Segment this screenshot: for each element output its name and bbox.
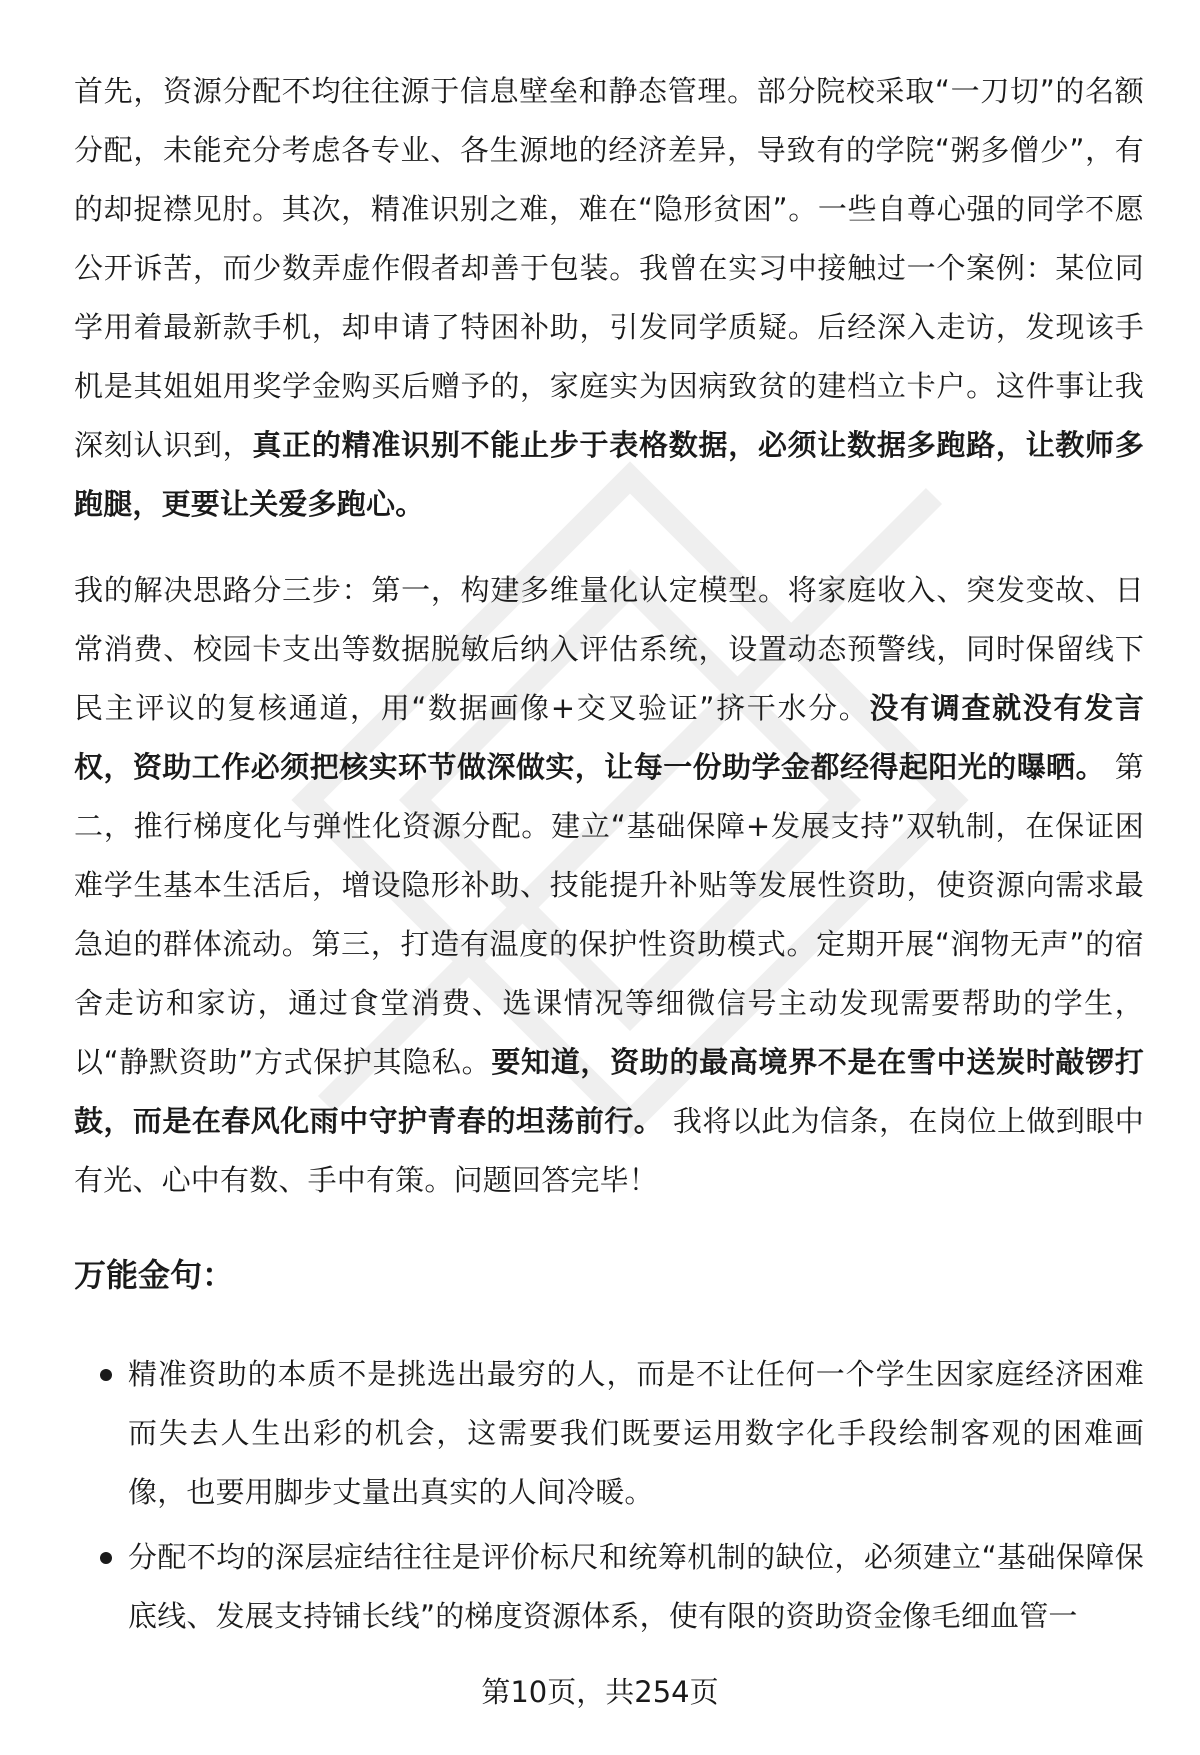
list-item — [74, 1528, 1144, 1646]
paragraph-2 — [74, 561, 1144, 1210]
emphasis-text: 没有调查就没有发言权，资助工作必须把核实环节做深做实，让每一份助学金都经得起阳光的曝晒。 — [74, 691, 1144, 784]
bullet-icon — [100, 1552, 112, 1564]
quote-text: 精准资助的本质不是挑选出最穷的人，而是不让任何一个学生因家庭经济困难而失去人生出彩的机会，这需要我们既要运用数字化手段绘制客观的困难画像，也要用脚步丈量出真实的人间冷暖。 — [128, 1357, 1144, 1509]
body-text: 我的解决思路分三步：第一，构建多维量化认定模型。将家庭收入、突发变故、日常消费、校园卡支出等数据脱敏后纳入评估系统，设置动态预警线，同时保留线下民主评议的复核通道，用“数据画像+交叉验证”挤干水分。 — [74, 573, 1144, 725]
section-heading: 万能金句： — [74, 1256, 235, 1294]
quote-text: 分配不均的深层症结往往是评价标尺和统筹机制的缺位，必须建立“基础保障保底线、发展支持铺长线”的梯度资源体系，使有限的资助资金像毛细血管一 — [128, 1540, 1144, 1633]
bullet-icon — [100, 1369, 112, 1381]
body-text: 首先，资源分配不均往往源于信息壁垒和静态管理。部分院校采取“一刀切”的名额分配，未能充分考虑各专业、各生源地的经济差异，导致有的学院“粥多僧少”，有的却捉襟见肘。其次，精准识别之难，难在“隐形贫困”。一些自尊心强的同学不愿公开诉苦，而少数弄虚作假者却善于包装。我曾在实习中接触过一个案例：某位同学用着最新款手机，却申请了特困补助，引发同学质疑。后经深入走访，发现该手机是其姐姐用奖学金购买后赠予的，家庭实为因病致贫的建档立卡户。这件事让我深刻认识到， — [74, 74, 1144, 462]
page-number: 第10页，共254页 — [481, 1675, 719, 1709]
emphasis-text: 真正的精准识别不能止步于表格数据，必须让数据多跑路，让教师多跑腿，更要让关爱多跑心。 — [74, 428, 1144, 521]
body-text: 第二，推行梯度化与弹性化资源分配。建立“基础保障+发展支持”双轨制，在保证困难学生基本生活后，增设隐形补助、技能提升补贴等发展性资助，使资源向需求最急迫的群体流动。第三，打造有温度的保护性资助模式。定期开展“润物无声”的宿舍走访和家访，通过食堂消费、选课情况等细微信号主动发现需要帮助的学生，以“静默资助”方式保护其隐私。 — [74, 750, 1144, 1079]
body-text: 我将以此为信条，在岗位上做到眼中有光、心中有数、手中有策。问题回答完毕！ — [74, 1104, 1144, 1197]
document-body — [74, 62, 1144, 1646]
paragraph-1 — [74, 62, 1144, 534]
emphasis-text: 要知道，资助的最高境界不是在雪中送炭时敲锣打鼓，而是在春风化雨中守护青春的坦荡前行。 — [74, 1045, 1144, 1138]
list-item — [74, 1345, 1144, 1522]
quote-list — [74, 1345, 1144, 1646]
